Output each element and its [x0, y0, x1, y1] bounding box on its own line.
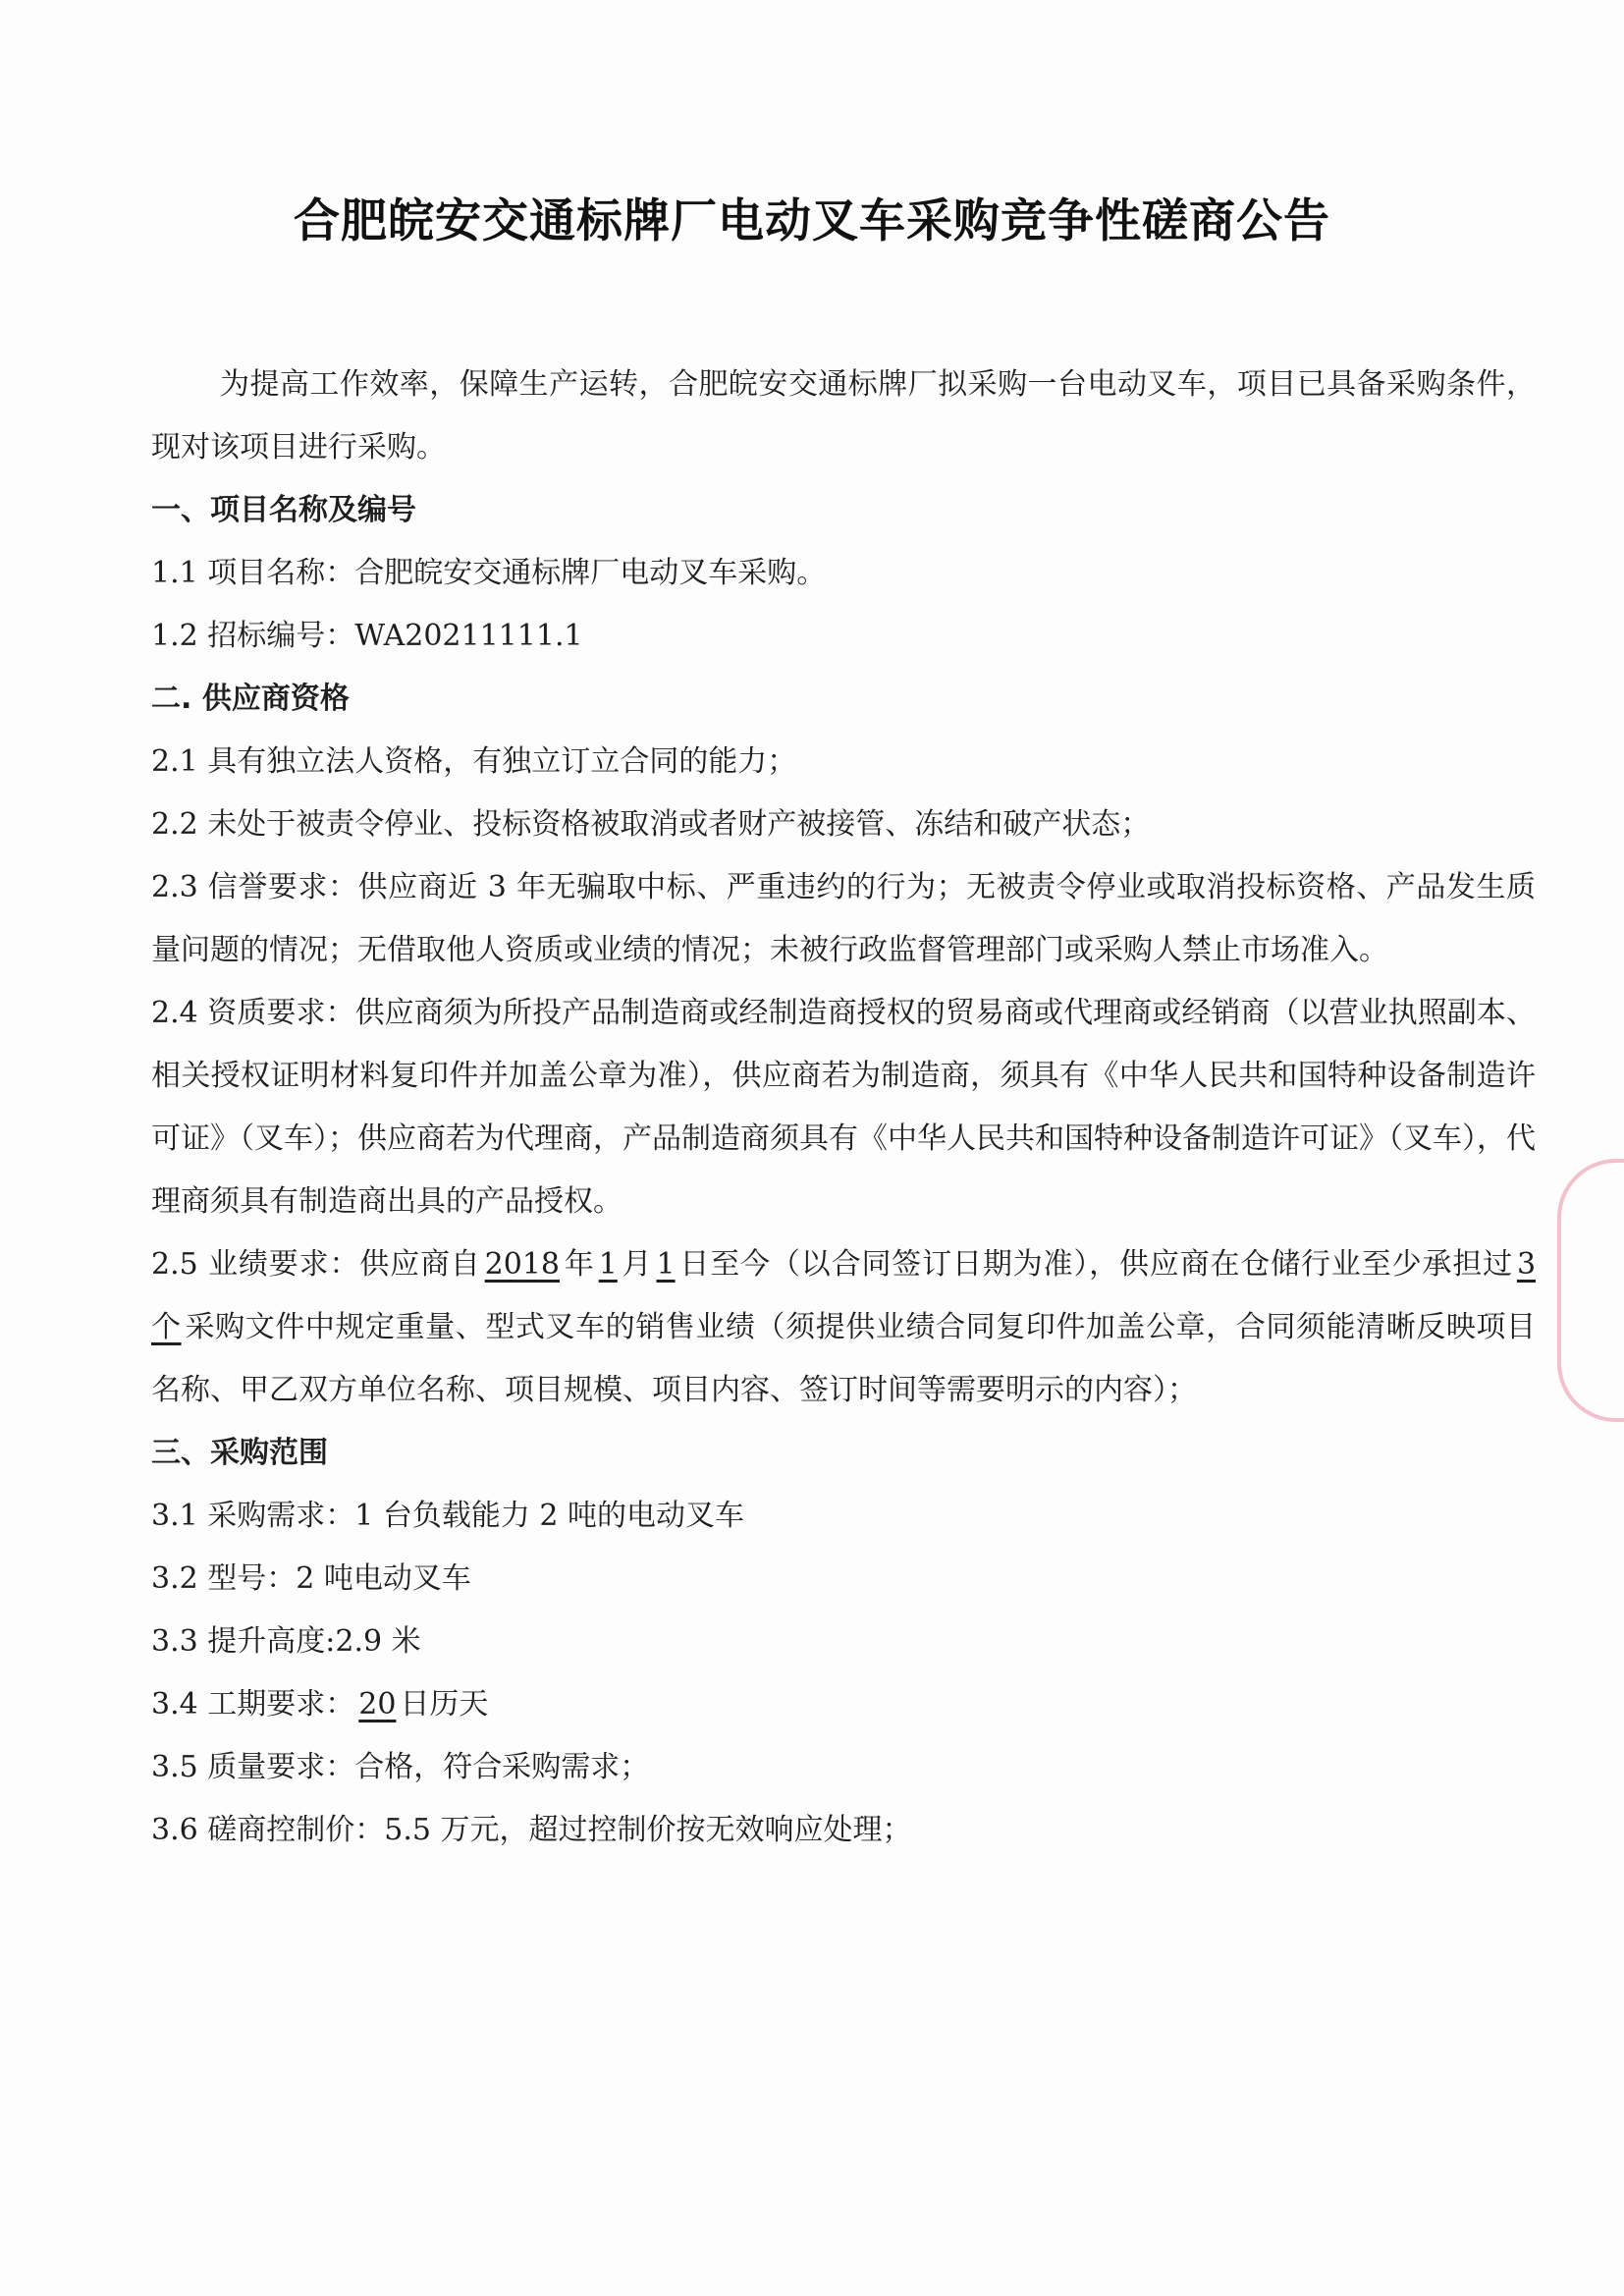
section-3-heading: 三、采购范围 — [151, 1436, 328, 1470]
section-1-heading: 一、项目名称及编号 — [151, 493, 416, 527]
item-2-5-rest1: 日至今（以合同签订日期为准），供应商在仓储行业至少承担过 — [678, 1247, 1513, 1282]
intro-paragraph: 为提高工作效率，保障生产运转，合肥皖安交通标牌厂拟采购一台电动叉车，项目已具备采购条件，现对该项目进行采购。 — [151, 367, 1536, 465]
item-3-2: 3.2 型号：2 吨电动叉车 — [151, 1561, 471, 1596]
item-2-2: 2.2 未处于被责令停业、投标资格被取消或者财产被接管、冻结和破产状态； — [151, 807, 1151, 842]
item-2-5-day: 1 — [656, 1247, 676, 1282]
document-title: 合肥皖安交通标牌厂电动叉车采购竞争性磋商公告 — [294, 194, 1330, 248]
item-3-5: 3.5 质量要求：合格，符合采购需求； — [151, 1750, 650, 1784]
item-3-4-suffix: 日历天 — [400, 1687, 489, 1722]
item-3-1: 3.1 采购需求：1 台负载能力 2 吨的电动叉车 — [151, 1499, 745, 1533]
item-2-5-month-unit: 月 — [621, 1247, 653, 1282]
item-2-1: 2.1 具有独立法人资格，有独立订立合同的能力； — [151, 744, 797, 779]
section-2-heading: 二. 供应商资格 — [151, 682, 350, 716]
document-body — [151, 354, 1536, 1862]
item-2-5-prefix: 2.5 业绩要求：供应商自 — [151, 1247, 481, 1282]
item-2-4: 2.4 资质要求：供应商须为所投产品制造商或经制造商授权的贸易商或代理商或经销商（以营业执照副本、相关授权证明材料复印件并加盖公章为准），供应商若为制造商，须具有《中华人民共和国特种设备制造许可证》（叉车）；供应商若为代理商，产品制造商须具有《中华人民共和国特种设备制造许可证》（叉车），代理商须具有制造商出具的产品授权。 — [151, 996, 1536, 1219]
item-3-4 — [151, 1673, 1536, 1736]
item-3-4-prefix: 3.4 工期要求： — [151, 1687, 355, 1722]
item-3-3: 3.3 提升高度:2.9 米 — [151, 1624, 421, 1659]
item-2-5-count: 3 个 — [151, 1247, 1537, 1344]
item-2-5 — [151, 1233, 1536, 1422]
item-1-1: 1.1 项目名称：合肥皖安交通标牌厂电动叉车采购。 — [151, 556, 827, 590]
item-2-5-rest2: 采购文件中规定重量、型式叉车的销售业绩（须提供业绩合同复印件加盖公章，合同须能清晰反映项目名称、甲乙双方单位名称、项目规模、项目内容、签订时间等需要明示的内容）； — [151, 1310, 1536, 1407]
item-1-2: 1.2 招标编号：WA20211111.1 — [151, 619, 583, 653]
item-2-5-year: 2018 — [484, 1247, 561, 1282]
item-2-3: 2.3 信誉要求：供应商近 3 年无骗取中标、严重违约的行为；无被责令停业或取消投标资格、产品发生质量问题的情况；无借取他人资质或业绩的情况；未被行政监督管理部门或采购人禁止市场准入。 — [151, 870, 1536, 967]
seal-edge — [1557, 1159, 1624, 1422]
item-3-6: 3.6 磋商控制价：5.5 万元，超过控制价按无效响应处理； — [151, 1813, 912, 1847]
item-3-4-days: 20 — [358, 1687, 397, 1722]
item-2-5-year-unit: 年 — [564, 1247, 595, 1282]
item-2-5-month: 1 — [598, 1247, 618, 1282]
